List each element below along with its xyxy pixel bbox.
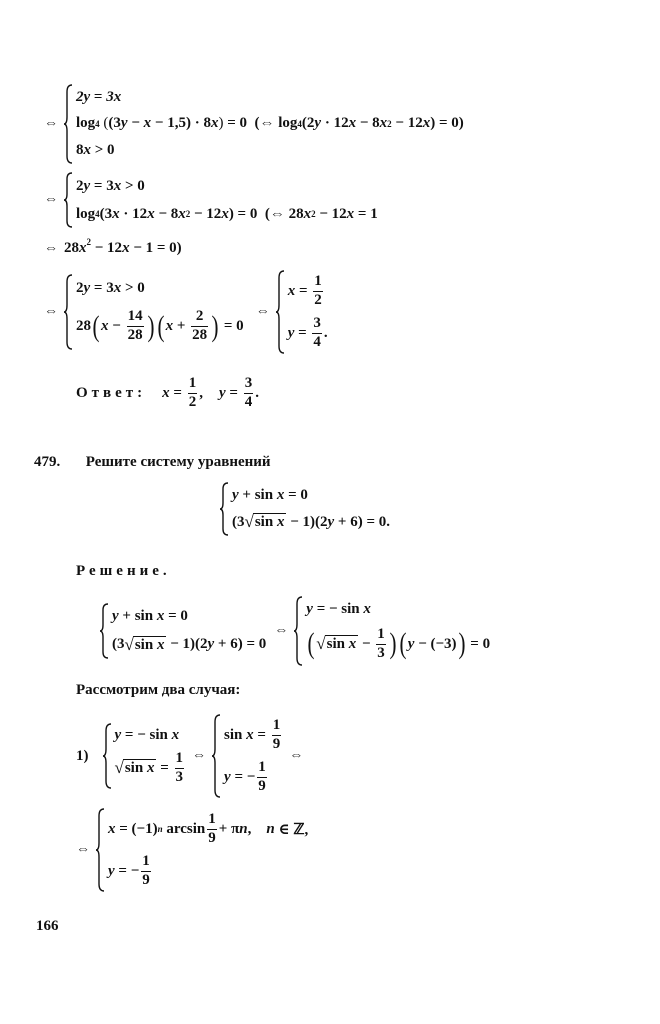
eq-line: 2 y = 3 x > 0: [76, 177, 145, 194]
eq-line: 28 ( x − $\frac{14}{28}$ ) ( x + $\frac{2}{28}$ ) = 0: [76, 308, 244, 344]
solution-system: [100, 596, 490, 666]
brace-icon: [220, 482, 229, 536]
consider-text: Рассмотрим два случая:: [76, 682, 241, 698]
eq-line: y = − sin x: [306, 600, 371, 617]
iff-symbol: ⇔: [44, 304, 58, 319]
eq-line: y = − $\frac{1}{9}$: [108, 852, 150, 888]
iff-symbol: ⇔: [44, 116, 58, 131]
iff-symbol: ⇔: [44, 241, 58, 256]
brace-icon: [294, 596, 303, 666]
iff-symbol: ⇔: [76, 842, 90, 857]
case-1: [76, 714, 309, 798]
system-block-4: [38, 270, 328, 354]
solution-label: Решение.: [76, 563, 171, 579]
iff-symbol: ⇔: [255, 304, 270, 319]
eq-line: 8 x > 0: [76, 142, 115, 159]
eq-line: y + sin x = 0: [112, 608, 188, 625]
eq-line: ( √ sin x − $\frac{1}{3}$ ) ( y − (−3) ) = 0: [307, 625, 491, 661]
eq-line: 2y = 3x: [76, 88, 122, 105]
eq-line: (3 √ sin x − 1)(2 y + 6) = 0.: [232, 512, 391, 532]
answer-line: Ответ: x = $\frac{1}{2}$ , y = $\frac{3}{4}$ .: [76, 375, 259, 410]
eq-line: log 4 (3 x · 12 x − 8 x 2 − 12 x ) = 0 (⇔ 28 x 2 − 12 x = 1: [76, 205, 378, 222]
iff-symbol: ⇔: [44, 192, 58, 207]
eq-line: y = − sin x: [114, 726, 180, 743]
iff-symbol: ⇔: [192, 748, 207, 763]
eq-line: y = − $\frac{1}{9}$: [224, 758, 266, 794]
eq-line: 2 y = 3 x > 0: [76, 280, 145, 297]
eq-line: sin x = $\frac{1}{9}$: [224, 716, 281, 752]
iff-symbol: ⇔: [289, 748, 304, 763]
brace-icon: [212, 714, 221, 798]
problem-number: 479.: [34, 454, 61, 470]
iff-symbol: ⇔: [274, 623, 289, 638]
eq-line: √ sin x = $\frac{1}{3}$: [114, 749, 184, 785]
brace-icon: [100, 603, 109, 659]
case-label: 1): [76, 747, 89, 764]
problem-heading: [34, 454, 271, 471]
problem-statement: Решите систему уравнений: [85, 454, 271, 470]
answer-label: Ответ:: [76, 384, 147, 401]
system-block-1: [38, 84, 464, 164]
brace-icon: [96, 808, 105, 892]
brace-icon: [64, 84, 73, 164]
eq-line: y = $\frac{3}{4}$ .: [287, 314, 328, 350]
brace-icon: [276, 270, 285, 354]
system-block-2: [38, 172, 378, 228]
eq-line: (3 √ sin x − 1)(2 y + 6) = 0: [112, 634, 267, 654]
problem-system: [220, 482, 390, 541]
page-number: 166: [36, 918, 59, 934]
equation-line-3: ⇔ $28x^2 - 12x - 1 = 0$): [44, 237, 182, 256]
brace-icon: [64, 274, 73, 350]
eq-line: log 4 ( (3 y − x − 1,5) · 8 x ) = 0 (⇔ log 4 (2 y · 12 x − 8 x 2 − 12 x ) = 0): [76, 115, 464, 132]
eq-line: y + sin x = 0: [232, 486, 308, 503]
eq-line: x = (−1) n arcsin $\frac{1}{9}$ + π n , n ∈ ℤ,: [108, 810, 309, 846]
brace-icon: [103, 723, 112, 789]
final-system: [76, 808, 308, 892]
eq-line: x = $\frac{1}{2}$: [287, 272, 322, 308]
brace-icon: [64, 172, 73, 228]
